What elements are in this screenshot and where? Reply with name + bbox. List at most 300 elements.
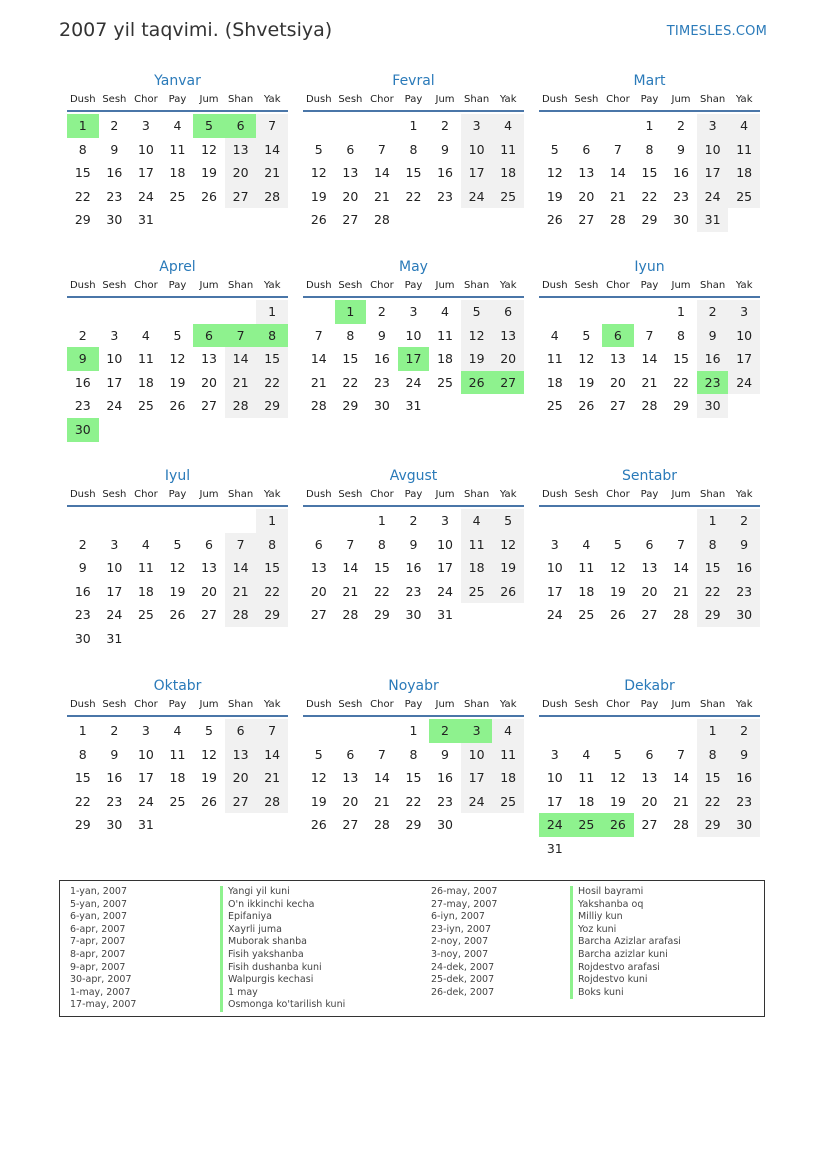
day: 6: [205, 536, 213, 552]
day: 14: [256, 743, 288, 767]
month-name: Sentabr: [621, 468, 678, 484]
legend-entry: Walpurgis kechasi: [220, 974, 345, 987]
day: 5: [550, 141, 559, 157]
day: 13: [342, 165, 359, 181]
day: 10: [405, 327, 422, 343]
day: 28: [256, 790, 288, 814]
empty-day: [303, 300, 335, 324]
day: 18: [578, 793, 595, 809]
day: 10: [461, 743, 493, 767]
day: 5: [492, 509, 524, 533]
empty-day: [303, 114, 335, 138]
weekday-label: Chor: [606, 699, 630, 710]
day: 28: [373, 212, 390, 228]
day: 31: [697, 208, 729, 232]
weekday-label: Shan: [700, 489, 726, 500]
day: 8: [78, 141, 87, 157]
day: 15: [373, 560, 390, 576]
day: 11: [169, 746, 186, 762]
day: 28: [310, 398, 327, 414]
legend-dates-left: [70, 886, 136, 1012]
day: 14: [673, 770, 689, 786]
month-name: Iyun: [634, 259, 665, 275]
empty-day: [130, 300, 162, 324]
day: 30: [673, 212, 689, 228]
day: 17: [137, 770, 154, 786]
day: 13: [201, 351, 217, 367]
weekday-label: Shan: [228, 280, 254, 291]
day: 30: [74, 630, 91, 646]
day: 22: [641, 188, 658, 204]
day: 8: [346, 327, 355, 343]
day: 15: [256, 347, 288, 371]
day: 28: [609, 212, 626, 228]
empty-day: [602, 114, 634, 138]
day: 25: [492, 790, 524, 814]
day: 15: [697, 556, 729, 580]
legend-entry: Osmonga ko'tarilish kuni: [220, 999, 345, 1012]
empty-day: [67, 509, 99, 533]
weekday-label: Chor: [370, 94, 394, 105]
day: 17: [106, 583, 123, 599]
day: 3: [697, 114, 729, 138]
weekday-label: Dush: [69, 489, 96, 500]
day: 24: [697, 185, 729, 209]
day: 22: [256, 580, 288, 604]
legend-entry: 26-dek, 2007: [431, 986, 495, 998]
weekday-label: Shan: [700, 699, 726, 710]
empty-day: [335, 509, 367, 533]
day: 7: [256, 719, 288, 743]
day: 3: [409, 304, 418, 319]
day: 24: [546, 607, 563, 623]
day: 27: [310, 607, 327, 623]
day: 19: [310, 793, 327, 809]
day: 29: [373, 607, 390, 623]
empty-day: [634, 300, 666, 324]
day-grid: [539, 300, 760, 418]
month-may: [303, 256, 524, 418]
day: 11: [578, 560, 595, 576]
legend-entry: Yoz kuni: [570, 924, 681, 937]
day: 23: [437, 188, 453, 204]
weekday-label: Shan: [464, 280, 490, 291]
weekday-label: Shan: [228, 489, 254, 500]
empty-day: [602, 509, 634, 533]
day: 22: [697, 580, 729, 604]
weekday-label: Pay: [640, 94, 659, 105]
empty-day: [303, 509, 335, 533]
day: 3: [550, 746, 559, 762]
day: 9: [110, 746, 119, 762]
legend-entry: 5-yan, 2007: [70, 898, 127, 910]
day: 21: [673, 793, 689, 809]
day: 29: [74, 817, 91, 833]
day: 26: [201, 793, 217, 809]
weekday-header: [539, 697, 760, 717]
day: 20: [342, 188, 359, 204]
weekday-label: Chor: [134, 489, 158, 500]
weekday-label: Yak: [263, 699, 281, 710]
holiday-day: 30: [67, 418, 99, 442]
day: 12: [578, 351, 595, 367]
legend-entry: 26-may, 2007: [431, 886, 498, 897]
day: 18: [578, 583, 595, 599]
day: 19: [492, 556, 524, 580]
day: 26: [578, 398, 595, 414]
day: 30: [106, 817, 123, 833]
day: 10: [461, 138, 493, 162]
day: 8: [677, 327, 685, 343]
day: 25: [728, 185, 760, 209]
day: 15: [74, 770, 91, 786]
weekday-header: [539, 487, 760, 507]
day: 7: [645, 327, 654, 343]
weekday-label: Dush: [69, 280, 96, 291]
weekday-label: Jum: [435, 699, 455, 710]
day: 26: [492, 580, 524, 604]
day: 20: [310, 583, 327, 599]
day: 25: [169, 793, 186, 809]
day: 18: [492, 161, 524, 185]
brand-link[interactable]: TIMESLES.COM: [666, 24, 767, 39]
weekday-label: Dush: [305, 489, 332, 500]
day: 15: [673, 351, 689, 367]
day: 10: [728, 324, 760, 348]
weekday-label: Sesh: [338, 94, 363, 105]
weekday-label: Yak: [735, 489, 753, 500]
day: 14: [256, 138, 288, 162]
day: 27: [578, 212, 595, 228]
day: 26: [609, 607, 626, 623]
day: 28: [225, 394, 257, 418]
legend-entry: 8-apr, 2007: [70, 948, 126, 960]
weekday-label: Yak: [499, 489, 517, 500]
day: 11: [137, 351, 154, 367]
day: 22: [405, 188, 422, 204]
weekday-label: Sesh: [338, 699, 363, 710]
day: 4: [141, 327, 150, 343]
day: 4: [582, 746, 591, 762]
day: 19: [578, 374, 595, 390]
day: 12: [609, 770, 626, 786]
day: 27: [342, 817, 359, 833]
day: 16: [728, 556, 760, 580]
weekday-header: [539, 92, 760, 112]
weekday-label: Chor: [606, 94, 630, 105]
weekday-header: [303, 92, 524, 112]
day-grid: [303, 300, 524, 418]
empty-day: [539, 300, 571, 324]
empty-day: [366, 719, 398, 743]
weekday-label: Pay: [168, 94, 187, 105]
day: 21: [225, 371, 257, 395]
legend-entry: 25-dek, 2007: [431, 974, 495, 986]
month-iyun: [539, 256, 760, 418]
day: 5: [173, 327, 182, 343]
day: 19: [310, 188, 327, 204]
day: 27: [225, 790, 257, 814]
day: 10: [546, 560, 563, 576]
day: 27: [641, 607, 658, 623]
weekday-header: [67, 278, 288, 298]
legend-entry: Barcha azizlar kuni: [570, 949, 681, 962]
holiday-day: 25: [571, 813, 603, 837]
legend-dates-right: [431, 886, 497, 999]
day: 23: [74, 607, 91, 623]
day: 29: [74, 212, 91, 228]
day: 14: [225, 347, 257, 371]
day: 16: [106, 770, 123, 786]
legend-entry: 1-may, 2007: [70, 986, 131, 998]
day: 3: [110, 327, 119, 343]
day: 21: [225, 580, 257, 604]
legend-entry: 6-apr, 2007: [70, 923, 126, 935]
day: 12: [609, 560, 626, 576]
day: 4: [550, 327, 559, 343]
month-iyul: [67, 465, 288, 651]
day: 22: [256, 371, 288, 395]
month-name: Oktabr: [153, 678, 202, 694]
day: 7: [677, 536, 685, 552]
day-grid: [303, 719, 524, 837]
empty-day: [634, 719, 666, 743]
day: 24: [461, 185, 493, 209]
day: 21: [342, 583, 359, 599]
day: 12: [169, 560, 186, 576]
weekday-label: Pay: [168, 280, 187, 291]
day: 4: [461, 509, 493, 533]
day: 6: [314, 536, 323, 552]
day: 4: [492, 719, 524, 743]
day: 23: [405, 583, 422, 599]
legend-entry: Muborak shanba: [220, 936, 345, 949]
day: 16: [405, 560, 422, 576]
legend-entry: 17-may, 2007: [70, 999, 137, 1011]
day: 11: [578, 770, 595, 786]
day: 6: [645, 746, 654, 762]
weekday-label: Jum: [199, 489, 219, 500]
day: 7: [677, 746, 685, 762]
day: 13: [201, 560, 217, 576]
day: 1: [78, 723, 87, 738]
weekday-label: Sesh: [338, 280, 363, 291]
day: 10: [106, 351, 123, 367]
day: 22: [342, 374, 359, 390]
day: 9: [78, 560, 87, 576]
day: 12: [492, 533, 524, 557]
day: 11: [461, 533, 493, 557]
weekday-label: Shan: [700, 94, 726, 105]
day: 18: [137, 374, 154, 390]
day: 7: [346, 536, 355, 552]
month-oktabr: [67, 675, 288, 837]
day: 19: [169, 374, 186, 390]
day: 17: [137, 165, 154, 181]
day: 2: [728, 509, 760, 533]
day: 8: [409, 746, 418, 762]
weekday-label: Sesh: [102, 489, 127, 500]
empty-day: [571, 114, 603, 138]
day: 4: [173, 118, 182, 133]
day: 12: [169, 351, 186, 367]
day: 16: [74, 374, 91, 390]
day: 24: [137, 793, 154, 809]
holiday-day: 2: [429, 719, 461, 743]
day: 18: [728, 161, 760, 185]
day: 31: [546, 840, 563, 856]
month-noyabr: [303, 675, 524, 837]
day: 11: [492, 743, 524, 767]
day: 9: [441, 746, 449, 762]
day: 16: [437, 165, 453, 181]
day: 19: [201, 165, 217, 181]
day: 28: [256, 185, 288, 209]
legend-entry: 24-dek, 2007: [431, 961, 495, 973]
day: 28: [225, 603, 257, 627]
day: 5: [173, 536, 182, 552]
day: 29: [641, 212, 658, 228]
day: 23: [728, 790, 760, 814]
day: 24: [106, 607, 123, 623]
day: 10: [106, 560, 123, 576]
holiday-day: 17: [398, 347, 430, 371]
day: 28: [673, 817, 689, 833]
day-grid: [539, 114, 760, 232]
day: 30: [106, 212, 123, 228]
day: 25: [546, 398, 563, 414]
day: 20: [641, 583, 658, 599]
day: 14: [310, 351, 327, 367]
day: 2: [110, 723, 119, 738]
day: 11: [169, 141, 186, 157]
weekday-header: [67, 697, 288, 717]
day: 19: [201, 770, 217, 786]
weekday-label: Yak: [735, 280, 753, 291]
day: 21: [373, 793, 390, 809]
day: 25: [137, 607, 154, 623]
weekday-label: Yak: [499, 280, 517, 291]
day: 2: [78, 327, 87, 343]
weekday-label: Yak: [263, 489, 281, 500]
holiday-day: 26: [602, 813, 634, 837]
weekday-label: Chor: [134, 94, 158, 105]
day-grid: [67, 719, 288, 837]
day: 23: [728, 580, 760, 604]
empty-day: [539, 719, 571, 743]
weekday-header: [303, 278, 524, 298]
day-grid: [67, 114, 288, 232]
day: 1: [377, 513, 386, 528]
day: 3: [110, 536, 119, 552]
day: 2: [677, 118, 685, 133]
day: 20: [201, 374, 217, 390]
empty-day: [303, 719, 335, 743]
day: 16: [106, 165, 123, 181]
weekday-label: Jum: [435, 94, 455, 105]
day: 10: [697, 138, 729, 162]
day: 14: [373, 770, 390, 786]
day: 23: [373, 374, 390, 390]
weekday-label: Sesh: [574, 280, 599, 291]
weekday-label: Yak: [499, 94, 517, 105]
empty-day: [130, 509, 162, 533]
day: 17: [728, 347, 760, 371]
day: 8: [256, 533, 288, 557]
day: 31: [137, 817, 154, 833]
day: 6: [346, 141, 355, 157]
day: 3: [728, 300, 760, 324]
day: 14: [673, 560, 689, 576]
weekday-label: Chor: [606, 280, 630, 291]
day-grid: [303, 509, 524, 627]
day: 19: [461, 347, 493, 371]
weekday-label: Yak: [499, 699, 517, 710]
day: 27: [225, 185, 257, 209]
day: 1: [409, 118, 418, 133]
weekday-label: Jum: [199, 280, 219, 291]
day: 13: [342, 770, 359, 786]
day: 13: [641, 770, 658, 786]
day: 30: [728, 813, 760, 837]
day: 29: [256, 603, 288, 627]
weekday-label: Shan: [464, 94, 490, 105]
weekday-label: Sesh: [574, 699, 599, 710]
day: 15: [405, 770, 422, 786]
holiday-day: 9: [67, 347, 99, 371]
empty-day: [571, 719, 603, 743]
day: 27: [342, 212, 359, 228]
weekday-header: [67, 487, 288, 507]
day: 18: [437, 351, 453, 367]
weekday-label: Chor: [370, 489, 394, 500]
month-fevral: [303, 70, 524, 232]
weekday-label: Pay: [168, 489, 187, 500]
day: 29: [673, 398, 689, 414]
day: 21: [673, 583, 689, 599]
day: 8: [697, 743, 729, 767]
day: 29: [342, 398, 359, 414]
empty-day: [225, 509, 257, 533]
holiday-day: 6: [193, 324, 225, 348]
weekday-label: Jum: [671, 699, 691, 710]
day: 13: [578, 165, 595, 181]
day: 13: [310, 560, 327, 576]
day: 5: [314, 746, 323, 762]
day: 19: [609, 583, 626, 599]
weekday-label: Yak: [735, 94, 753, 105]
day: 24: [461, 790, 493, 814]
day: 15: [256, 556, 288, 580]
weekday-label: Dush: [541, 280, 568, 291]
day: 12: [201, 746, 217, 762]
weekday-label: Jum: [671, 94, 691, 105]
day: 20: [641, 793, 658, 809]
weekday-label: Jum: [199, 699, 219, 710]
day: 31: [405, 398, 422, 414]
day: 1: [409, 723, 418, 738]
empty-day: [571, 509, 603, 533]
day: 17: [697, 161, 729, 185]
day: 8: [78, 746, 87, 762]
day: 6: [582, 141, 591, 157]
weekday-label: Chor: [370, 280, 394, 291]
day: 26: [546, 212, 563, 228]
day-grid: [67, 300, 288, 442]
empty-day: [335, 114, 367, 138]
legend-entry: 30-apr, 2007: [70, 974, 132, 986]
legend-entry: Xayrli juma: [220, 924, 345, 937]
